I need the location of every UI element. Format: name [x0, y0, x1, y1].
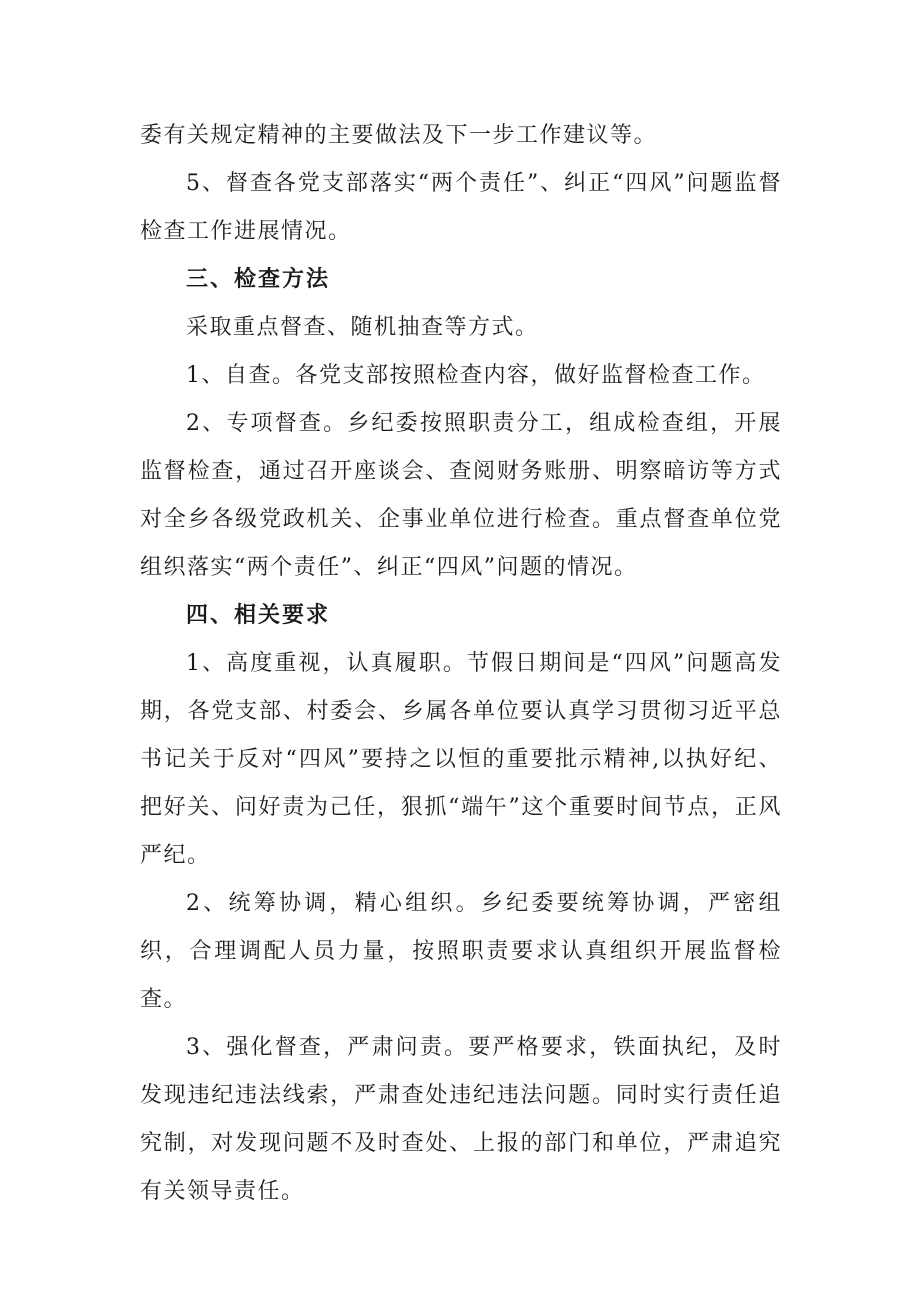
paragraph-requirement-1: 1、高度重视，认真履职。节假日期间是“四风”问题高发期，各党支部、村委会、乡属各单位要认真学习贯彻习近平总书记关于反对“四风”要持之以恒的重要批示精神,以执好纪、把好关、问好责为己任，狠抓“端午”这个重要时间节点，正风严纪。: [140, 651, 782, 868]
document-body: [140, 112, 782, 1216]
section-heading-requirements: 四、相关要求: [186, 603, 331, 628]
paragraph-self-inspection: 1、自查。各党支部按照检查内容，做好监督检查工作。: [186, 363, 766, 388]
paragraph-methods-intro: 采取重点督查、随机抽查等方式。: [186, 315, 539, 340]
paragraph-continuation: 委有关规定精神的主要做法及下一步工作建议等。: [140, 123, 658, 148]
section-heading-inspection-methods: 三、检查方法: [186, 267, 331, 292]
paragraph-special-inspection: 2、专项督查。乡纪委按照职责分工，组成检查组，开展监督检查，通过召开座谈会、查阅财务账册、明察暗访等方式对全乡各级党政机关、企事业单位进行检查。重点督查单位党组织落实“两个责任”、纠正“四风”问题的情况。: [140, 411, 782, 580]
paragraph-item-5: 5、督查各党支部落实“两个责任”、纠正“四风”问题监督检查工作进展情况。: [140, 171, 782, 244]
paragraph-requirement-2: 2、统筹协调，精心组织。乡纪委要统筹协调，严密组织，合理调配人员力量，按照职责要求认真组织开展监督检查。: [140, 891, 782, 1012]
paragraph-requirement-3: 3、强化督查，严肃问责。要严格要求，铁面执纪，及时发现违纪违法线索，严肃查处违纪违法问题。同时实行责任追究制，对发现问题不及时查处、上报的部门和单位，严肃追究有关领导责任。: [140, 1035, 782, 1204]
